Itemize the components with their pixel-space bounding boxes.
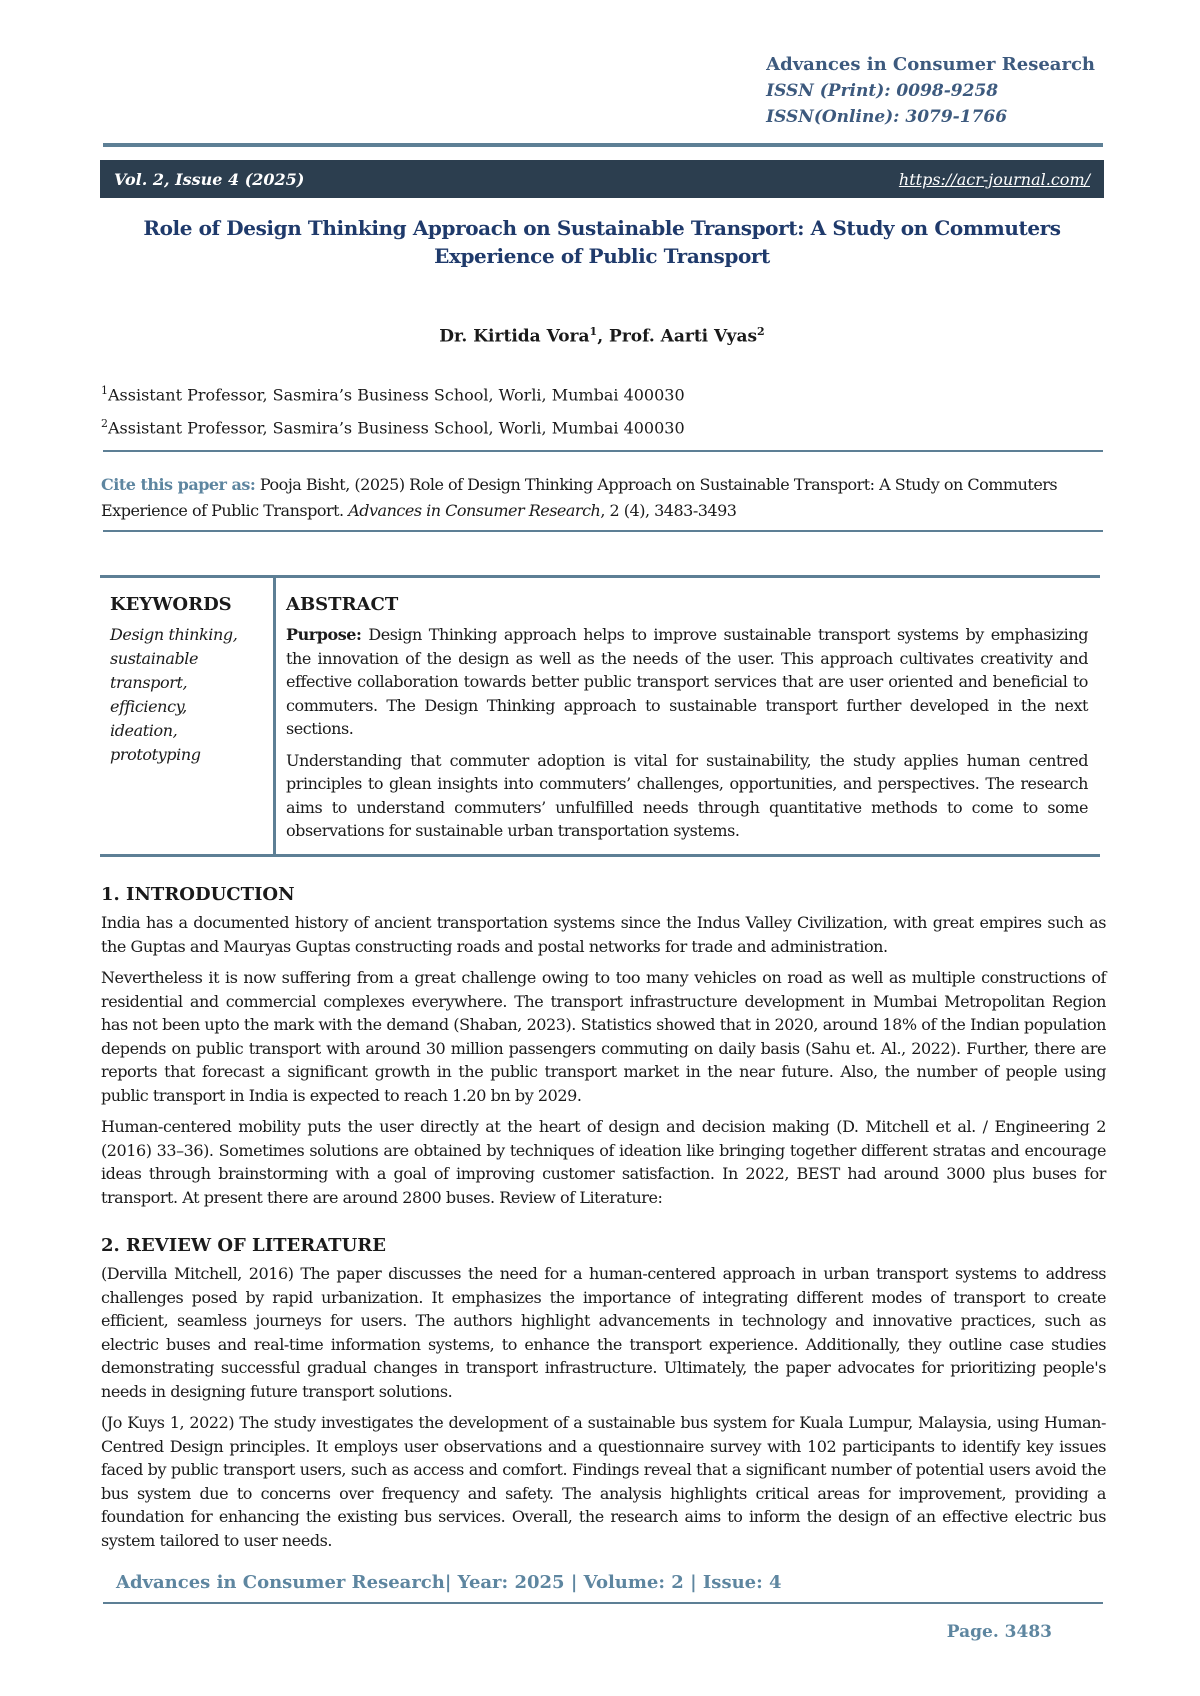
abstract-paragraph-2: Understanding that commuter adoption is vital for sustainability, the study applies human centred principles to glean insights into commuters’ challenges, opportunities, and perspectives. The research aims to understand commuters’ unfulfilled needs through quantitative methods to come to some observations for sustainable urban transportation systems. [286, 750, 1088, 840]
footer-journal-info: Advances in Consumer Research| Year: 2025 | Volume: 2 | Issue: 4 [116, 1572, 782, 1593]
introduction-section [101, 884, 1106, 1217]
author-1: Dr. Kirtida Vora [439, 326, 590, 347]
title-line-1: Role of Design Thinking Approach on Sustainable Transport: A Study on Commuters [143, 216, 1061, 240]
literature-review-section [101, 1235, 1106, 1560]
keyword-line: prototyping [110, 745, 201, 764]
author-2: Prof. Aarti Vyas [609, 326, 758, 347]
introduction-heading: 1. INTRODUCTION [101, 884, 295, 905]
keywords-list [110, 623, 263, 767]
cite-label: Cite this paper as: [101, 475, 256, 494]
abstract-paragraph-1 [286, 623, 1088, 741]
citation-block [101, 472, 1106, 524]
abstract-column [286, 594, 1088, 851]
page-number: Page. 3483 [946, 1622, 1052, 1642]
review-paragraph: (Jo Kuys 1, 2022) The study investigates the development of a sustainable bus system for Kuala Lumpur, Malaysia, using Human-Centred Design principles. It employs user observations and a questionnaire survey with 102 participants to identify key issues faced by public transport users, such as access and comfort. Findings reveal that a significant number of potential users avoid the bus system due to concerns over frequency and safety. The analysis highlights critical areas for improvement, providing a foundation for enhancing the existing bus services. Overall, the research aims to inform the design of an effective electric bus system tailored to user needs. [101, 1413, 1106, 1550]
affiliation-2-text: Assistant Professor, Sasmira’s Business School, Worli, Mumbai 400030 [108, 418, 685, 438]
issn-online: ISSN(Online): 3079-1766 [766, 107, 1008, 127]
author-separator: , [597, 326, 610, 347]
author-2-marker: 2 [757, 325, 765, 338]
affiliations [101, 376, 685, 443]
cite-journal: Advances in Consumer Research [348, 501, 601, 520]
keyword-line: transport, [110, 673, 188, 692]
title-line-2: Experience of Public Transport [434, 244, 770, 268]
intro-paragraph: Human-centered mobility puts the user directly at the heart of design and decision making (D. Mitchell et al. / Engineering 2 (2016) 33–36). Sometimes solutions are obtained by techniques of ideation like bringing together different stratas and encourage ideas through brainstorming with a goal of improving customer satisfaction. In 2022, BEST had around 3000 plus buses for transport. At present there are around 2800 buses. Review of Literature: [101, 1117, 1106, 1207]
intro-paragraph: Nevertheless it is now suffering from a great challenge owing to too many vehicles on road as well as multiple constructions of residential and commercial complexes everywhere. The transport infrastructure development in Mumbai Metropolitan Region has not been upto the mark with the demand (Shaban, 2023). Statistics showed that in 2020, around 18% of the Indian population depends on public transport with around 30 million passengers commuting on daily basis (Sahu et. Al., 2022). Further, there are reports that forecast a significant growth in the public transport market in the near future. Also, the number of people using public transport in India is expected to reach 1.20 bn by 2029. [101, 968, 1106, 1105]
author-list [100, 325, 1104, 347]
review-paragraph: (Dervilla Mitchell, 2016) The paper discusses the need for a human-centered approach in urban transport systems to address challenges posed by rapid urbanization. It emphasizes the importance of integrating different modes of transport to create efficient, seamless journeys for users. The authors highlight advancements in technology and innovative practices, such as electric buses and real-time information systems, to enhance the transport experience. Additionally, they outline case studies demonstrating successful gradual changes in transport infrastructure. Ultimately, the paper advocates for prioritizing people's needs in designing future transport solutions. [101, 1264, 1106, 1401]
issn-print: ISSN (Print): 0098-9258 [766, 81, 999, 101]
affiliation-1 [101, 376, 685, 409]
affiliation-1-marker: 1 [101, 384, 108, 397]
paper-title [100, 214, 1104, 270]
review-heading: 2. REVIEW OF LITERATURE [101, 1235, 386, 1256]
affiliation-1-text: Assistant Professor, Sasmira’s Business School, Worli, Mumbai 400030 [108, 385, 685, 405]
keywords-heading: KEYWORDS [110, 594, 232, 615]
abstract-heading: ABSTRACT [286, 594, 399, 615]
affiliation-2 [101, 409, 685, 442]
keyword-line: Design thinking, [110, 625, 238, 644]
keywords-abstract-box [100, 575, 1100, 857]
keyword-line: ideation, [110, 721, 178, 740]
header-divider [103, 143, 1103, 147]
abstract-p1-text: Design Thinking approach helps to improve sustainable transport systems by emphasizing the innovation of the design as well as the needs of the user. This approach cultivates creativity and effective collaboration towards better public transport services that are user oriented and beneficial to commuters. The Design Thinking approach to sustainable transport further developed in the next sections. [286, 625, 1088, 738]
intro-paragraph: India has a documented history of ancient transportation systems since the Indus Valley Civilization, with great empires such as the Guptas and Mauryas Guptas constructing roads and postal networks for trade and administration. [101, 913, 1106, 956]
footer-divider [103, 1602, 1103, 1604]
cite-text: Pooja Bisht, (2025) Role of Design Thinking Approach on Sustainable Transport: A Study on Commuters Experience of Public Transport. [101, 475, 1058, 520]
journal-header [766, 52, 1095, 130]
keyword-line: sustainable [110, 649, 199, 668]
affiliation-2-marker: 2 [101, 417, 108, 431]
cite-tail: , 2 (4), 3483-3493 [600, 501, 737, 520]
journal-name: Advances in Consumer Research [766, 54, 1095, 75]
author-1-marker: 1 [589, 325, 598, 338]
keyword-line: efficiency, [110, 697, 187, 716]
keywords-column [100, 578, 276, 854]
journal-url-link[interactable]: https://acr-journal.com/ [898, 169, 1090, 189]
purpose-label: Purpose: [286, 625, 362, 644]
cite-bottom-divider [103, 530, 1103, 532]
volume-banner [100, 160, 1104, 198]
volume-issue: Vol. 2, Issue 4 (2025) [114, 169, 305, 189]
cite-top-divider [103, 450, 1103, 452]
